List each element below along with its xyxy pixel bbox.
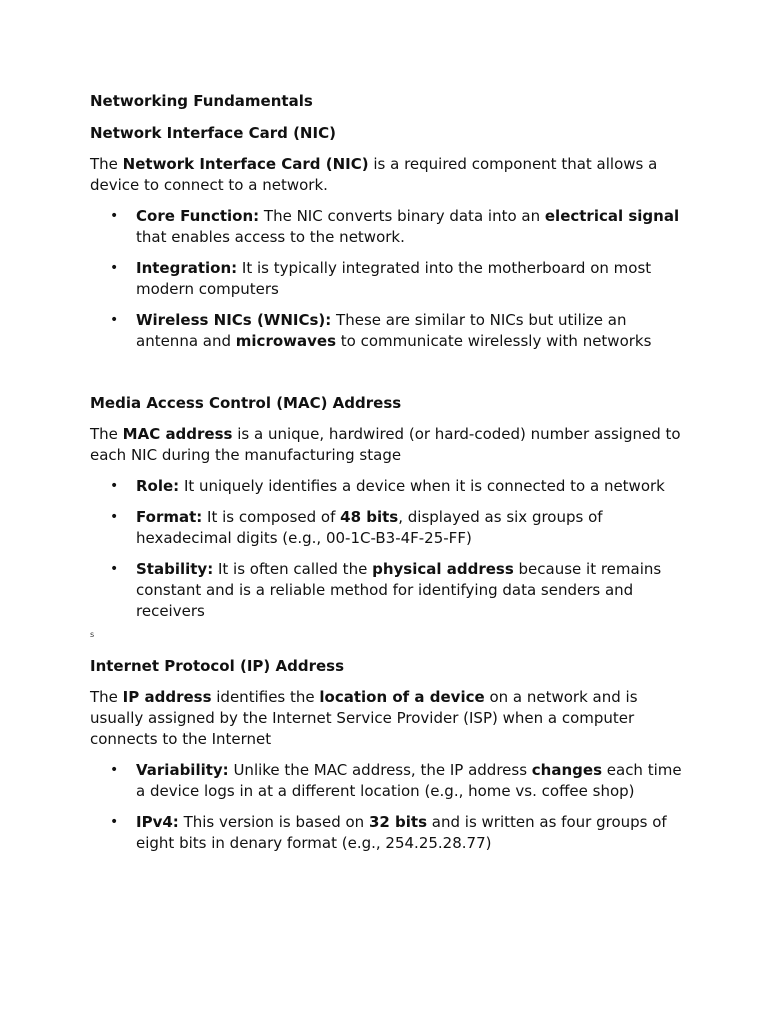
- intro-text: The: [90, 425, 123, 443]
- bullet-text: This version is based on: [178, 813, 369, 831]
- bullet-icon: •: [110, 478, 119, 494]
- bullet-text: It uniquely identifies a device when it is connected to a network: [179, 477, 665, 495]
- bullet-text: These are similar to NICs but utilize an antenna and: [136, 311, 627, 350]
- nic-section: [90, 123, 690, 352]
- nic-intro: [90, 154, 690, 196]
- bullet-icon: •: [110, 208, 119, 224]
- ip-heading: Internet Protocol (IP) Address: [90, 657, 344, 675]
- intro-text: is a unique, hardwired (or hard-coded) number assigned to each NIC during the manufacturing stage: [90, 425, 681, 464]
- bullet-text: The NIC converts binary data into an: [259, 207, 545, 225]
- intro-bold: MAC address: [122, 425, 233, 443]
- list-item: [90, 507, 690, 549]
- bullet-icon: •: [110, 762, 119, 778]
- bullet-bold: 48 bits: [340, 508, 399, 526]
- bullet-text: because it remains constant and is a reliable method for identifying data senders and receivers: [136, 560, 662, 620]
- document-page: [90, 91, 690, 864]
- intro-bold: IP address: [122, 688, 212, 706]
- bullet-text: , displayed as six groups of hexadecimal digits (e.g., 00-1C-B3-4F-25-FF): [136, 508, 603, 547]
- bullet-text: to communicate wirelessly with networks: [336, 332, 652, 350]
- bullet-text: It is composed of: [202, 508, 341, 526]
- bullet-bold: changes: [531, 761, 602, 779]
- document-title: Networking Fundamentals: [90, 92, 313, 110]
- bullet-icon: •: [110, 561, 119, 577]
- intro-text: identifies the: [211, 688, 320, 706]
- mac-intro: [90, 424, 690, 466]
- bullet-text: Unlike the MAC address, the IP address: [228, 761, 532, 779]
- nic-bullet-list: [90, 206, 690, 352]
- list-item: [90, 812, 690, 854]
- bullet-term: Wireless NICs (WNICs):: [136, 311, 332, 329]
- intro-text: The: [90, 688, 123, 706]
- bullet-term: Stability:: [136, 560, 214, 578]
- bullet-term: Variability:: [136, 761, 229, 779]
- bullet-bold: electrical signal: [544, 207, 680, 225]
- bullet-term: Role:: [136, 477, 180, 495]
- bullet-text: It is often called the: [213, 560, 373, 578]
- bullet-term: IPv4:: [136, 813, 179, 831]
- bullet-text: and is written as four groups of eight bits in denary format (e.g., 254.25.28.77): [136, 813, 667, 852]
- bullet-bold: 32 bits: [368, 813, 428, 831]
- nic-heading: Network Interface Card (NIC): [90, 124, 336, 142]
- bullet-term: Core Function:: [136, 207, 260, 225]
- list-item: [90, 310, 690, 352]
- bullet-term: Format:: [136, 508, 203, 526]
- ip-bullet-list: [90, 760, 690, 854]
- ip-intro: [90, 687, 690, 750]
- intro-text: on a network and is usually assigned by the Internet Service Provider (ISP) when a computer connects to the Internet: [90, 688, 638, 748]
- bullet-bold: microwaves: [235, 332, 337, 350]
- bullet-icon: •: [110, 260, 119, 276]
- list-item: [90, 206, 690, 248]
- intro-text: The: [90, 155, 123, 173]
- list-item: [90, 559, 690, 622]
- bullet-bold: physical address: [372, 560, 514, 578]
- mac-bullet-list: [90, 476, 690, 622]
- stray-mark: s: [90, 630, 95, 639]
- bullet-text: each time a device logs in at a different location (e.g., home vs. coffee shop): [136, 761, 682, 800]
- intro-text: is a required component that allows a device to connect to a network.: [90, 155, 658, 194]
- list-item: [90, 258, 690, 300]
- bullet-icon: •: [110, 312, 119, 328]
- bullet-icon: •: [110, 814, 119, 830]
- mac-heading: Media Access Control (MAC) Address: [90, 394, 402, 412]
- section-spacer: [90, 362, 690, 393]
- intro-bold: location of a device: [319, 688, 485, 706]
- mac-section: [90, 393, 690, 640]
- list-item: [90, 760, 690, 802]
- ip-section: [90, 656, 690, 854]
- bullet-term: Integration:: [136, 259, 238, 277]
- list-item: [90, 476, 690, 497]
- intro-bold: Network Interface Card (NIC): [122, 155, 369, 173]
- bullet-icon: •: [110, 509, 119, 525]
- bullet-text: It is typically integrated into the motherboard on most modern computers: [136, 259, 652, 298]
- bullet-text: that enables access to the network.: [136, 228, 405, 246]
